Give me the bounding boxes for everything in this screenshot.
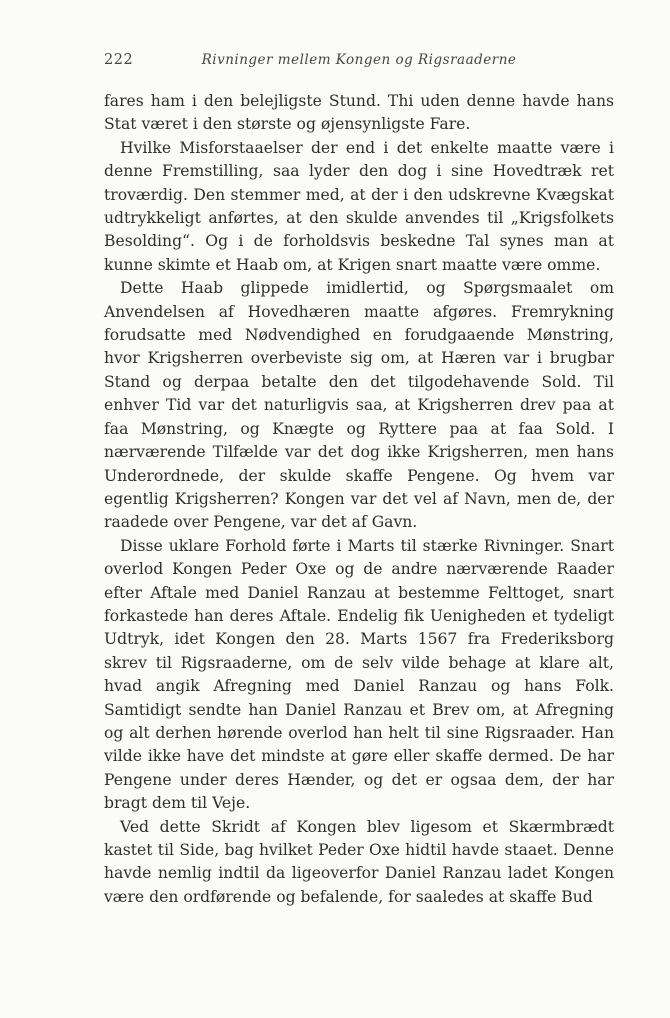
paragraph: Dette Haab glippede imidlertid, og Spørgsmaalet om Anvendelsen af Hovedhæren maatte afgøres. Fremrykning forudsatte med Nødvendighed en forudgaaende Mønstring, hvor Krigsherren overbeviste sig om, at Hæren var i brugbar Stand og derpaa betalte den det tilgodehavende Sold. Til enhver Tid var det naturligvis saa, at Krigsherren drev paa at faa Mønstring, og Knægte og Ryttere paa at faa Sold. I nærværende Tilfælde var det dog ikke Krigsherren, men hans Underordnede, der skulde skaffe Pengene. Og hvem var egentlig Krigsherren? Kongen var det vel af Navn, men de, der raadede over Pengene, var det af Gavn. <box>104 279 614 532</box>
page-number: 222 <box>104 52 134 68</box>
paragraph: Ved dette Skridt af Kongen blev ligesom et Skærmbrædt kastet til Side, bag hvilket Peder Oxe hidtil havde staaet. Denne havde nemlig indtil da ligeoverfor Daniel Ranzau ladet Kongen være den ordførende og befalende, for saaledes at skaffe Bud <box>104 817 614 906</box>
paragraph: Disse uklare Forhold førte i Marts til stærke Rivninger. Snart overlod Kongen Peder Oxe og de andre nærværende Raader efter Aftale med Daniel Ranzau at bestemme Felttoget, snart forkastede han deres Aftale. Endelig fik Uenigheden et tydeligt Udtryk, idet Kongen den 28. Marts 1567 fra Frederiksborg skrev til Rigsraaderne, om de selv vilde behage at klare alt, hvad angik Afregning med Daniel Ranzau og hans Folk. Samtidigt sendte han Daniel Ranzau et Brev om, at Afregning og alt derhen hørende overlod han helt til sine Rigsraader. Han vilde ikke have det mindste at gøre eller skaffe dermed. De har Pengene under deres Hænder, og det er ogsaa dem, der har bragt dem til Veje. <box>104 536 614 813</box>
page-header <box>104 52 614 74</box>
paragraph: Hvilke Misforstaaelser der end i det enkelte maatte være i denne Fremstilling, saa lyder den dog i sine Hovedtræk ret troværdig. Den stemmer med, at der i den udskrevne Kvægskat udtrykkeligt anførtes, at den skulde anvendes til „Krigsfolkets Besolding“. Og i de forholdsvis beskedne Tal synes man at kunne skimte et Haab om, at Krigen snart maatte være omme. <box>104 138 614 274</box>
body-text <box>104 90 614 909</box>
running-title: Rivninger mellem Kongen og Rigsraaderne <box>201 52 517 68</box>
paragraph-continuation: fares ham i den belejligste Stund. Thi uden denne havde hans Stat været i den største og øjensynligste Fare. <box>104 92 614 134</box>
book-page <box>104 52 614 909</box>
